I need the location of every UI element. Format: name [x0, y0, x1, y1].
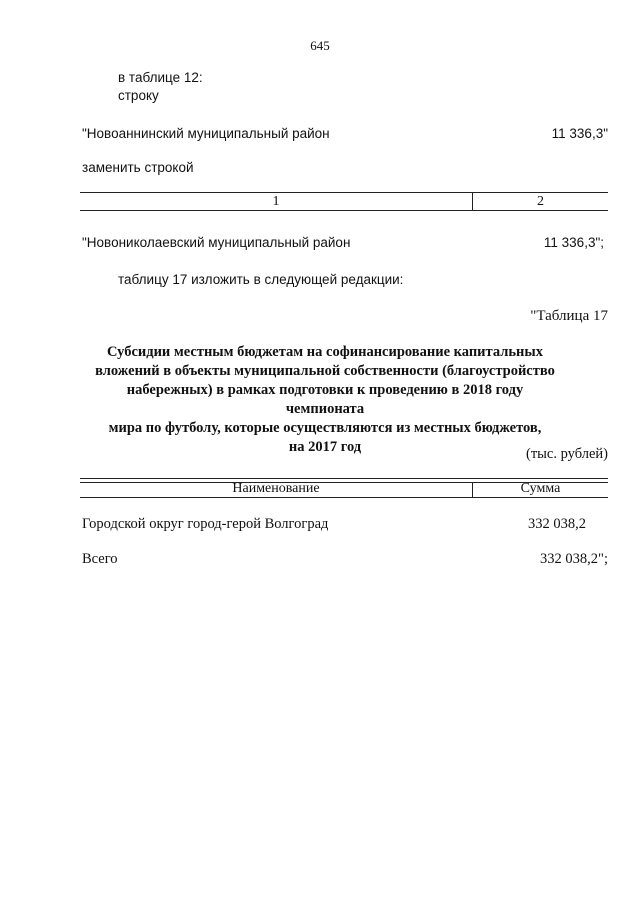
row-name: Городской округ город-герой Волгоград	[82, 516, 329, 532]
table17-header-bottom-rule	[80, 497, 608, 498]
table12-header-col1: 1	[272, 194, 280, 209]
intro-line-1: в таблице 12:	[118, 70, 203, 85]
table17-top-rule	[80, 478, 608, 479]
row-value: 332 038,2	[528, 516, 586, 532]
replace-text: заменить строкой	[82, 160, 194, 175]
total-value: 332 038,2";	[540, 551, 608, 567]
title-line: Субсидии местным бюджетам на софинансирование капитальных	[107, 344, 543, 360]
table-label: "Таблица 17	[530, 308, 608, 324]
old-row-name: "Новоаннинский муниципальный район	[82, 126, 330, 141]
units-label: (тыс. рублей)	[526, 446, 608, 462]
instruction-text: таблицу 17 изложить в следующей редакции:	[118, 272, 404, 287]
intro-line-2: строку	[118, 88, 159, 103]
title-line: на 2017 год	[288, 439, 362, 455]
total-label: Всего	[82, 551, 118, 567]
title-line: мира по футболу, которые осуществляются из местных бюджетов,	[108, 420, 542, 436]
table12-bottom-rule	[80, 210, 608, 211]
new-row-name: "Новониколаевский муниципальный район	[82, 235, 351, 250]
title-line: набережных) в рамках подготовки к проведению в 2018 году чемпионата	[126, 382, 524, 417]
page-number: 645	[310, 38, 330, 53]
table12-top-rule	[80, 192, 608, 193]
title-line: вложений в объекты муниципальной собственности (благоустройство	[95, 363, 555, 379]
document-title	[90, 343, 560, 457]
table17-header-name: Наименование	[232, 481, 320, 496]
table17-header-sum: Сумма	[520, 481, 561, 496]
new-row-value: 11 336,3";	[543, 235, 604, 250]
old-row-value: 11 336,3"	[551, 126, 608, 141]
table12-header-col2: 2	[537, 194, 544, 209]
